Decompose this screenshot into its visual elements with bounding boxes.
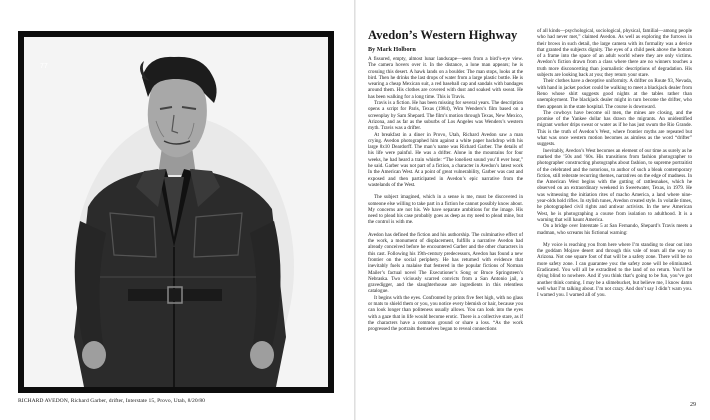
block-quote: The subject imagined, which in a sense is me, must be discovered in someone else willing to take part in a fiction he cannot possibly know about. My concerns are not his. We have separate ambitions for the image. His need to plead his case probably goes as deep as my need to plead mine, but the control is with me. <box>368 194 523 226</box>
text-column-1 <box>368 56 523 406</box>
paragraph: Their clothes have a deceptive uniformity. A drifter on Route 93, Nevada, with hand in jacket pocket could be walking to meet a blackjack dealer from Reno whose shirt suggests good nights at the tables rather than unemployment. The blackjack dealer might in turn become the drifter, who then appears in the state hospital. The course is downward. <box>537 78 692 110</box>
paragraph: The cowboys have become oil men, the mines are closing, and the promise of the Yankee dollar has drawn the migrants. An unidentified migrant worker drips sweat or water as if he has just swum the Rio Grande. This is the truth of Avedon’s West, where frontier myths are repeated but what was once western motion becomes as aimless as the word “drifter” suggests. <box>537 109 692 148</box>
paragraph: At breakfast in a diner in Provo, Utah, Richard Avedon saw a man crying. Avedon photographed him against a white paper backdrop with his large 8x10 Deardorff. The man’s name was Richard Garber. The details of his life were painful. He was a drifter. Alone in the mountains for four weeks, he had heard a train whistle: “The loneliest sound you’ll ever hear,” he said. Garber was not part of a fiction, a character in Avedon’s latest work In the American West. At a point of great vulnerability, Garber was cast and exposed and then participated in Avedon’s epic narrative from the wastelands of the West. <box>368 131 523 188</box>
right-page <box>356 0 710 420</box>
paragraph: A fissured, empty, almost lunar landscape—seen from a bird’s-eye view. The camera hovers over it. In the distance, a lone man appears; he is crossing this desert. A hawk lands on a boulder. The man stops, looks at the bird. Then he drinks the last drops of water from a large plastic bottle. He is wearing a cheap Mexican suit, a red baseball cap and sandals with bandages around them. His clothes are covered with dust and soaked with sweat. He has been walking for a long time. This is Travis. <box>368 56 523 100</box>
paragraph: Inevitably, Avedon’s West becomes an element of our time as surely as he marked the ’50s and ’60s. His transitions from fashion photographer to photographer constructing photographs about fashion, to supreme portraitist of the celebrated and the notorious, to author of such a bleak contemporary fiction, still reiterate recurring themes, narratives on the edge of madness. In the American West begins with the gutting of rattlesnakes, which he observed on an extraordinary weekend in Sweetwater, Texas, in 1979. He was witnessing the initiation rites of macho America, a land where nine-year-olds hold rifles. In stylish tunes, Avedon created style. In volatile times, he photographed civil rights and antiwar activists. In the new American West, he is photographing a course from isolation to adulthood. It is a warning that will haunt America. <box>537 147 692 223</box>
page-number: 29 <box>690 402 696 408</box>
photo-frame <box>18 31 334 393</box>
block-quote: My voice is reaching you from here where I’m standing to clear out into the goddam Mojave desert and through this vale of tears all the way to Arizona. Not one square foot of that will be a safety zone. There will be no more safety zone. I can guarantee you: the safety zone will be eliminated. Eradicated. You will all be extradited to the land of no return. You’ll be dying blind to nowhere. And if you think that’s going to be fun, you’ve got another think coming. I may be a slimebucket, but believe me, I know damn well what I’m talking about. I’m not crazy. And don’t say I didn’t warn you. I warned you. I warned all of you. <box>537 241 692 299</box>
text-column-2 <box>537 28 692 404</box>
portrait-illustration <box>24 37 328 387</box>
paragraph: of all kinds—psychological, sociological, physical, familial—among people who had never met,” claimed Avedon. As well as exploring the furrows in their brows in such detail, the large camera with its formality was a device that granted the subjects dignity. The eyes of a child peek above the bottom of a frame into the space of an adult world where they are only victims. Avedon’s fiction drawn from a class where there are no winners touches a truth more disconcerting than journalistic descriptions of degradation. His subjects are looking back at you; they return your stare. <box>537 28 692 79</box>
left-page <box>0 0 354 420</box>
paragraph: Avedon has defined the fiction and his authorship. The culminative effect of the work, a monument of displacement, fulfills a narrative Avedon had already conceived before he encountered Garber and the other characters in this cast. Following his 19th-century predecessors, Avedon has found a new frontier on the social periphery. He has returned with evidence that inevitably fuels a malaise that festered in the popular fictions of Norman Mailer’s factual novel The Executioner’s Song or Bruce Springsteen’s Nebraska. Two viciously scarred convicts from a San Antonio jail, a gravedigger, and the slaughterhouse are ingredients in this relentless catalogue. <box>368 231 523 295</box>
photo-caption: RICHARD AVEDON, Richard Garber, drifter, Interstate 15, Provo, Utah, 8/20/80 <box>18 398 206 404</box>
portrait-photo <box>24 37 328 387</box>
article-title: Avedon’s Western Highway <box>368 28 518 42</box>
paragraph: Travis is a fiction. He has been missing for several years. The description opens a script for Paris, Texas (1984), Wim Wenders’s film based on a screenplay by Sam Shepard. The film’s motion through Texas, New Mexico, Arizona, and as far as the suburbs of Los Angeles was Wenders’s western myth. Travis was a drifter. <box>368 100 523 132</box>
frame-mark: 77 <box>40 63 48 70</box>
byline: By Mark Holborn <box>368 46 416 53</box>
paragraph: On a bridge over Interstate 5 at San Fernando, Shepard’s Travis meets a madman, who screams his fictional warning: <box>537 223 692 236</box>
paragraph: It begins with the eyes. Confronted by prints five feet high, with no glass or mats to shield them or you, you notice every blemish or hair, because you can look longer than politeness usually allows. You can look into the eyes with a gaze that in life would become erotic. There is a collective stare, as if the characters have a common ground or share a loss. “As the work progressed the portraits themselves began to reveal connections <box>368 294 523 333</box>
